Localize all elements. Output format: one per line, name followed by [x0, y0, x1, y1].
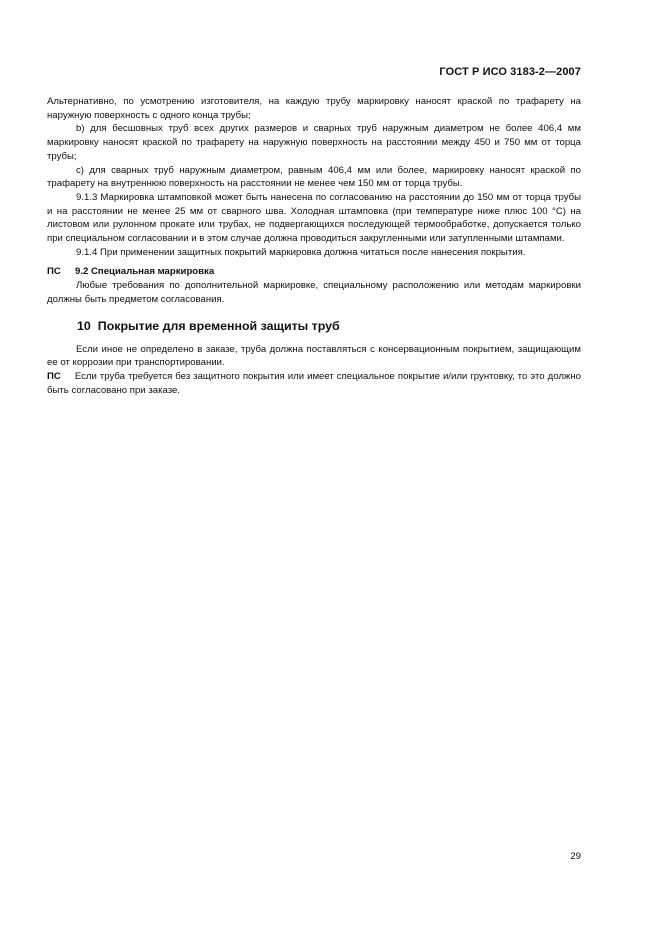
section-title: 9.2 Специальная маркировка: [75, 266, 215, 278]
clause-9-1-3: 9.1.3 Маркировка штамповкой может быть нанесена по согласованию на расстоянии до 150 мм от торца трубы и на расстоянии не менее 25 мм от сварного шва. Холодная штамповка (при температуре ниже плюс 100 °С) на листовом или рулонном прокате или трубах, не подвергающихся последующей термообработке, допускается только при специальном согласовании и в этом случае должна проводиться закругленными или затупленными штампами.: [47, 191, 581, 245]
paragraph: c) для сварных труб наружным диаметром, равным 406,4 мм или более, маркировку наносят краской по трафарету на внутреннюю поверхность на расстоянии не менее чем 150 мм от торца трубы.: [47, 164, 581, 190]
paragraph-text: Если труба требуется без защитного покрытия или имеет специальное покрытие и/или грунтовку, то это должно быть согласовано при заказе.: [47, 370, 581, 396]
paragraph: Если иное не определено в заказе, труба должна поставляться с консервационным покрытием, защищающим ее от коррозии при транспортировании.: [47, 343, 581, 369]
clause-9-1-4: 9.1.4 При применении защитных покрытий маркировка должна читаться после нанесения покрытия.: [76, 246, 526, 258]
chapter-heading-10: [77, 318, 581, 334]
ps-paragraph: [47, 370, 581, 397]
document-code: ГОСТ Р ИСО 3183-2—2007: [439, 66, 581, 78]
chapter-number: 10: [77, 318, 91, 333]
ps-marker: ПС: [47, 266, 61, 278]
section-heading-9-2: [47, 265, 581, 279]
paragraph: Альтернативно, по усмотрению изготовителя, на каждую трубу маркировку наносят краской по трафарету на наружную поверхность с одного конца трубы;: [47, 96, 581, 121]
page-number: 29: [570, 851, 581, 862]
ps-marker: ПС: [47, 370, 61, 382]
body-text: [47, 95, 581, 397]
chapter-title: Покрытие для временной защиты труб: [97, 318, 340, 333]
paragraph: Любые требования по дополнительной маркировке, специальному расположению или методам маркировки должны быть предметом согласования.: [47, 280, 581, 305]
paragraph: b) для бесшовных труб всех других размеров и сварных труб наружным диаметром не более 406,4 мм маркировку наносят краской по трафарету на наружную поверхность на расстоянии между 450 и 750 мм от торца трубы;: [47, 123, 581, 162]
